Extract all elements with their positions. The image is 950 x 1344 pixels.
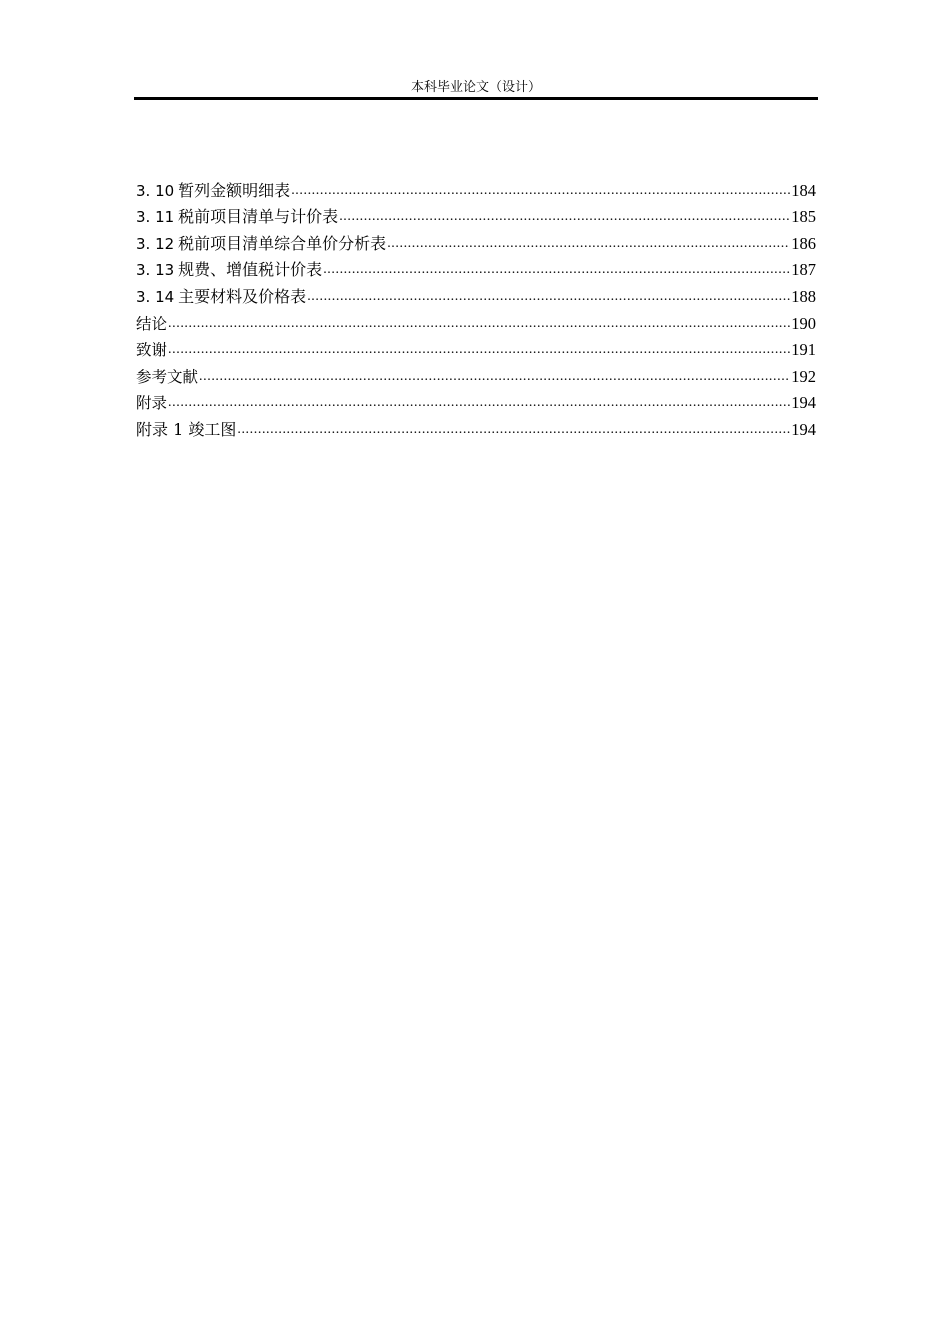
toc-leader — [237, 420, 790, 440]
toc-entry-acknowledgements[interactable] — [136, 334, 816, 361]
toc-entry[interactable] — [136, 174, 816, 201]
toc-entry-page: 192 — [791, 366, 816, 386]
toc-entry-page: 187 — [791, 260, 816, 280]
toc-leader — [323, 260, 790, 280]
toc-leader — [339, 207, 790, 227]
toc-leader — [168, 340, 790, 360]
header-title: 本科毕业论文（设计） — [410, 80, 541, 95]
toc-entry-appendix-1[interactable] — [136, 413, 816, 440]
toc-entry-page: 184 — [791, 180, 816, 200]
toc-leader — [168, 393, 790, 413]
toc-leader — [307, 287, 790, 307]
toc-leader — [291, 181, 790, 201]
toc-entry-title: 3. 11 税前项目清单与计价表 — [136, 207, 339, 227]
toc-entry-number: 3. 11 — [136, 208, 175, 227]
toc-entry[interactable] — [136, 201, 816, 228]
toc-entry-page: 190 — [791, 313, 816, 333]
toc-entry-title: 附录 1 竣工图 — [136, 419, 237, 439]
header-rule — [134, 97, 818, 100]
toc-entry-page: 185 — [791, 207, 816, 227]
toc-entry-number: 3. 10 — [136, 181, 175, 200]
toc-entry-conclusion[interactable] — [136, 307, 816, 334]
toc-leader — [199, 367, 790, 387]
toc-entry-references[interactable] — [136, 360, 816, 387]
toc-leader — [387, 234, 790, 254]
toc-entry-page: 188 — [791, 286, 816, 306]
page-header — [135, 80, 817, 96]
toc-entry-title: 3. 13 规费、增值税计价表 — [136, 260, 323, 280]
toc-entry-title: 参考文献 — [136, 367, 199, 386]
toc-entry[interactable] — [136, 227, 816, 254]
toc-entry-number: 3. 13 — [136, 261, 175, 280]
toc-entry-title: 附录 — [136, 394, 168, 413]
toc-entry-page: 194 — [791, 393, 816, 413]
toc-entry-number: 3. 14 — [136, 287, 175, 306]
toc-entry-number: 3. 12 — [136, 234, 175, 253]
toc-entry-title: 3. 10 暂列金额明细表 — [136, 180, 291, 200]
toc-entry-page: 194 — [791, 419, 816, 439]
toc-entry-title: 3. 14 主要材料及价格表 — [136, 286, 307, 306]
toc-entry[interactable] — [136, 280, 816, 307]
toc-entry-page: 186 — [791, 233, 816, 253]
toc-entry-title: 结论 — [136, 314, 168, 333]
toc-entry-page: 191 — [791, 340, 816, 360]
toc-leader — [168, 314, 790, 334]
toc-entry-appendix[interactable] — [136, 387, 816, 414]
toc-entry-title: 致谢 — [136, 341, 168, 360]
toc-entry-title: 3. 12 税前项目清单综合单价分析表 — [136, 233, 387, 253]
toc-entry[interactable] — [136, 254, 816, 281]
table-of-contents — [136, 174, 816, 440]
